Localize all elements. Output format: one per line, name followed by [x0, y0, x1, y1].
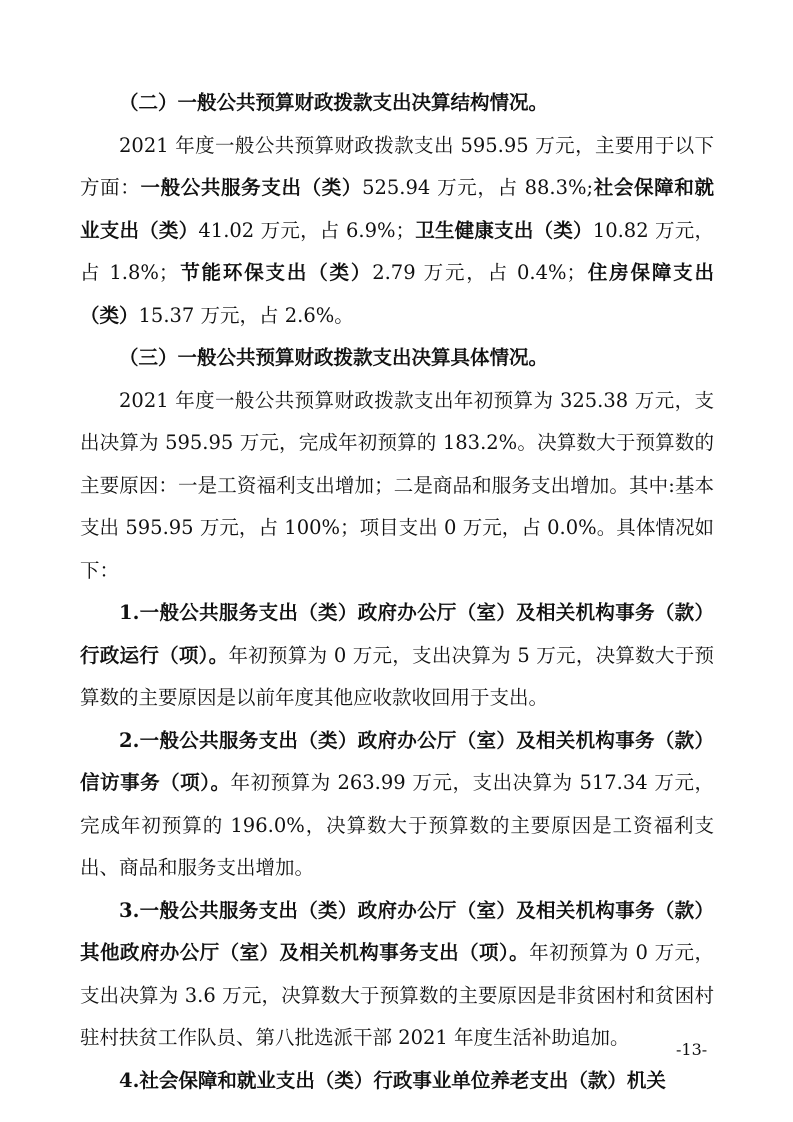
category-energy-environment-amount: 2.79 万元，占 0.4%；	[372, 261, 587, 284]
detail-item-text: 年初预算为 0 万元，支出决算为 3.6 万元，决算数大于预算数的主要原因是非贫困村和贫困村驻村扶贫工作队员、第八批选派干部 2021 年度生活补助追加。	[80, 941, 714, 1049]
category-social-security: 社会保障和就业支出（类）	[80, 176, 714, 242]
category-general-public-service-amount: 525.94 万元，占 88.3%;	[362, 176, 594, 199]
detail-item-title: 2.一般公共服务支出（类）政府办公厅（室）及相关机构事务（款）信访事务（项）。	[80, 728, 714, 794]
category-housing-amount: 15.37 万元，占 2.6%。	[138, 303, 354, 327]
category-energy-environment: 节能环保支出（类）	[178, 261, 373, 284]
detail-paragraph: 2021 年度一般公共预算财政拨款支出年初预算为 325.38 万元，支出决算为 595.95 万元，完成年初预算的 183.2%。决算数大于预算数的主要原因：一是工资福利支出增加；二是商品和服务支出增加。其中:基本支出 595.95 万元，占 100%；项目支出 0 万元，占 0.0%。具体情况如下：	[80, 388, 714, 582]
structure-paragraph	[80, 125, 714, 338]
detail-item-1	[80, 592, 714, 720]
detail-item-title: 1.一般公共服务支出（类）政府办公厅（室）及相关机构事务（款）行政运行（项）。	[80, 601, 714, 667]
category-general-public-service: 一般公共服务支出（类）	[140, 176, 363, 199]
page-number: -13-	[676, 1040, 708, 1059]
detail-item-2	[80, 720, 714, 890]
detail-item-text: 年初预算为 263.99 万元，支出决算为 517.34 万元，完成年初预算的 196.0%，决算数大于预算数的主要原因是工资福利支出、商品和服务支出增加。	[80, 771, 714, 879]
section-heading-structure: （二）一般公共预算财政拨款支出决算结构情况。	[119, 91, 549, 114]
category-health-amount: 10.82 万元，占 1.8%；	[80, 218, 714, 284]
detail-item-title: 3.一般公共服务支出（类）政府办公厅（室）及相关机构事务（款）其他政府办公厅（室）及相关机构事务支出（项）。	[80, 898, 714, 964]
detail-item-title: 4.社会保障和就业支出（类）行政事业单位养老支出（款）机关	[119, 1068, 666, 1092]
category-housing: 住房保障支出（类）	[80, 261, 714, 327]
page-body	[80, 82, 714, 1102]
section-heading-detail: （三）一般公共预算财政拨款支出决算具体情况。	[119, 346, 549, 369]
structure-intro-text: 2021 年度一般公共预算财政拨款支出 595.95 万元，主要用于以下方面：	[80, 133, 714, 199]
category-social-security-amount: 41.02 万元，占 6.9%；	[198, 218, 415, 242]
detail-item-3	[80, 890, 714, 1060]
detail-item-4	[80, 1060, 714, 1103]
detail-item-text: 年初预算为 0 万元，支出决算为 5 万元，决算数大于预算数的主要原因是以前年度其他应收款收回用于支出。	[80, 643, 714, 709]
category-health: 卫生健康支出（类）	[415, 218, 593, 242]
